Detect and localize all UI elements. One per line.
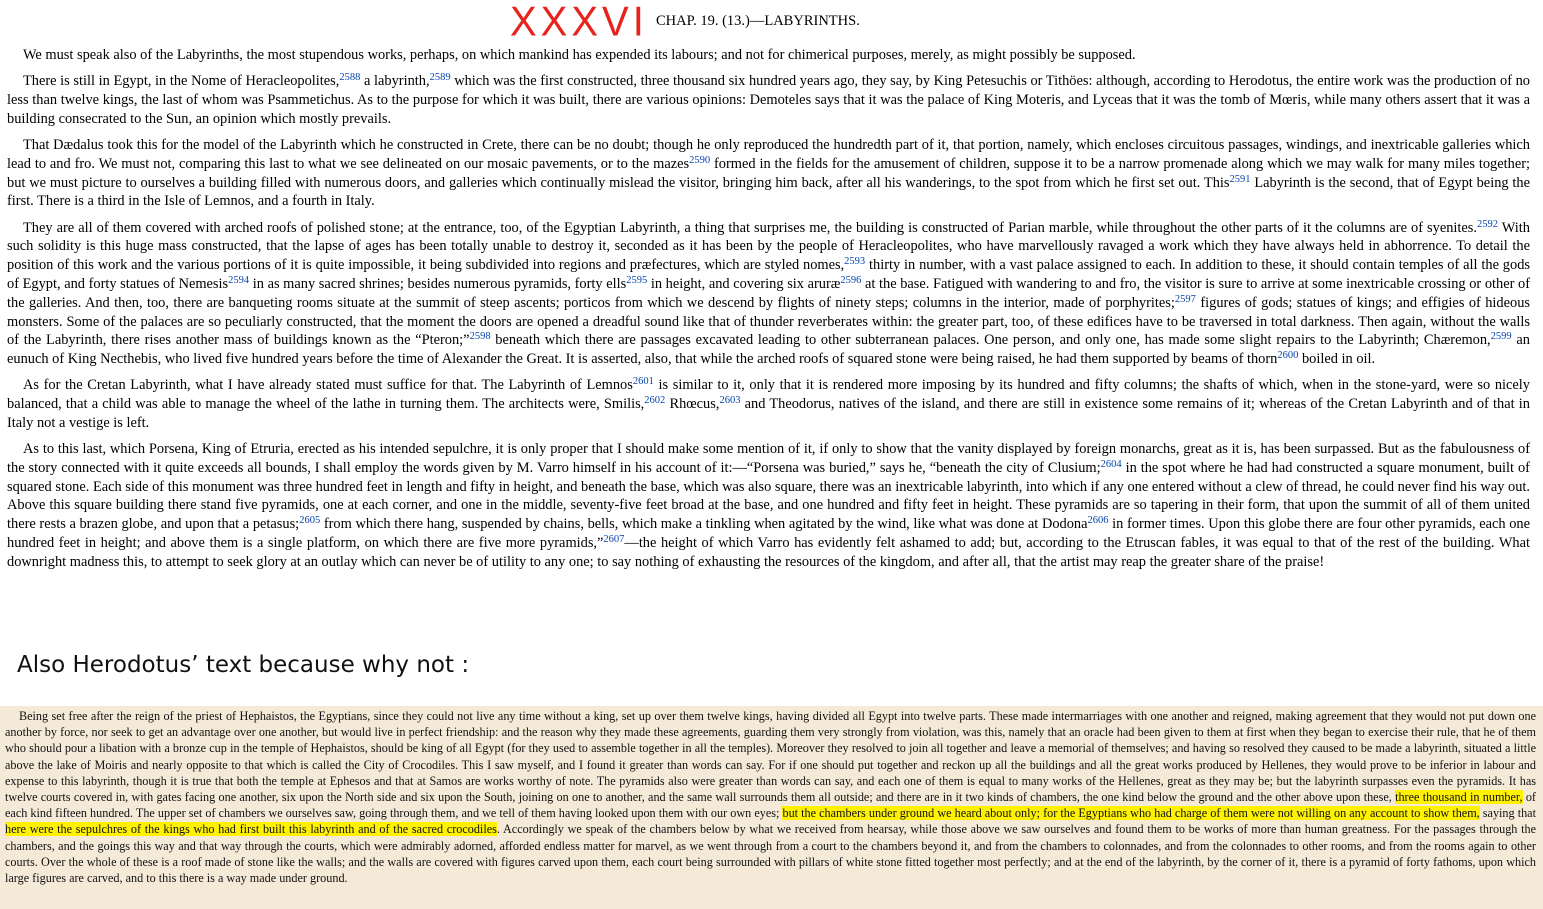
pliny-text-run: and Theodorus, natives of the island, and there are still in existence some remains of it; whereas of the Cretan Labyrinth and of that in Italy not a vestige is left. <box>7 396 1530 431</box>
pliny-text-run: in former times. Upon this globe there are four other pyramids, each one hundred feet in height; and above them is a single platform, on which there are five more pyramids,” <box>7 516 1530 552</box>
pliny-text-run: boiled in oil. <box>1298 351 1376 368</box>
pliny-text-run: We must speak also of the Labyrinths, the most stupendous works, perhaps, on which mankind has expended its labours; and not for chimerical purposes, merely, as might possibly be supposed. <box>23 47 1136 63</box>
footnote-reference-link[interactable]: 2588 <box>339 72 361 84</box>
pliny-text-run: Rhœcus, <box>665 396 720 413</box>
pliny-paragraph <box>7 219 1530 369</box>
footnote-reference-link[interactable]: 2595 <box>626 274 648 286</box>
pliny-text-run: There is still in Egypt, in the Nome of Heracleopolites, <box>23 73 340 90</box>
footnote-reference-link[interactable]: 2590 <box>689 154 711 166</box>
footnote-reference-link[interactable]: 2605 <box>299 515 321 527</box>
pliny-text-run: a labyrinth, <box>360 73 430 90</box>
pliny-text-run: which was the first constructed, three thousand six hundred years ago, they say, by King Petesuchis or Tithöes: although, according to Herodotus, the entire work was the production of no less than twelve kings, the last of whom was Psammetichus. As to the purpose for which it was built, there are various opinions: Demoteles says that it was the palace of King Moteris, and Lyceas that it was the tomb of Mœris, while many others assert that it was a building consecrated to the Sun, an opinion which mostly prevails. <box>7 73 1531 127</box>
footnote-reference-link[interactable]: 2589 <box>429 72 451 84</box>
footnote-reference-link[interactable]: 2594 <box>228 274 250 286</box>
pliny-text-run: Labyrinth is the second, that of Egypt being the first. There is a third in the Isle of Lemnos, and a fourth in Italy. <box>7 174 1531 210</box>
pliny-text-run: from which there hang, suspended by chains, bells, which make a tinkling when agitated by the wind, like what was done at Dodona <box>320 516 1088 533</box>
highlighted-passage: but the chambers under ground we heard about only; for the Egyptians who had charge of them were not willing on any account to show them, <box>782 806 1480 821</box>
pliny-paragraph <box>7 440 1530 572</box>
footnote-reference-link[interactable]: 2591 <box>1229 173 1251 185</box>
chapter-header <box>0 0 1543 46</box>
pliny-text-run: That Dædalus took this for the model of the Labyrinth which he constructed in Crete, there can be no doubt; though he only reproduced the hundredth part of it, that portion, namely, which encloses circuitous passages, windings, and inextricable galleries which lead to and fro. We must not, comparing this last to what we see delineated on our mosaic pavements, or to the mazes <box>7 136 1530 172</box>
herodotus-text-run: saying that <box>1479 806 1536 821</box>
pliny-text-run: formed in the fields for the amusement of children, suppose it to be a narrow promenade along which we may walk for many miles together; but we must picture to ourselves a building filled with numerous doors, and galleries which continually mislead the visitor, bringing him back, after all his wanderings, to the spot from which he first set out. This <box>7 155 1530 191</box>
footnote-reference-link[interactable]: 2606 <box>1087 515 1109 527</box>
handwritten-roman-numeral-annotation: XXXVI <box>510 0 648 46</box>
pliny-text-run: —the height of which Varro has evidently felt ashamed to add; but, according to the Etruscan fables, it was equal to that of the rest of the building. What downright madness this, to attempt to seek glory at an outlay which can never be of utility to any one; to say nothing of exhausting the resources of the kingdom, and after all, that the artist may reap the greater share of the praise! <box>7 535 1530 570</box>
herodotus-text-run: Being set free after the reign of the priest of Hephaistos, the Egyptians, since they could not live any time without a king, set up over them twelve kings, having divided all Egypt into twelve parts. These made intermarriages with one another and reigned, making agreement that they would not put down one another by force, nor seek to get an advantage over one another, but would live in perfect friendship: and the reason why they made these agreements, guarding them very strongly from violation, was this, namely that an oracle had been given to them at first when they began to exercise their rule, that he of them who should pour a libation with a bronze cup in the temple of Hephaistos, should be king of all Egypt (for they used to assemble together in all the temples). Moreover they resolved to join all together and leave a memorial of themselves; and having so resolved they caused to be made a labyrinth, situated a little above the lake of Moiris and nearly opposite to that which is called the City of Crocodiles. This I saw myself, and I found it greater than words can say. For if one should put together and reckon up all the buildings and all the great works produced by Hellenes, they would prove to be inferior in labour and expense to this labyrinth, though it is true that both the temple at Ephesos and that at Samos are works worthy of note. The pyramids also were greater than words can say, and each one of them is equal to many works of the Hellenes, great as they may be; but the labyrinth surpasses even the pyramids. It has twelve courts covered in, with gates facing one another, six upon the North side and six upon the South, joining on one to another, and the same wall surrounds them all outside; and there are in it two kinds of chambers, the one kind below the ground and the other above upon these, <box>5 709 1536 805</box>
pliny-text-run: beneath which there are passages excavated leading to other subterranean palaces. One person, and only one, has made some slight repairs to the Labyrinth; Chæremon, <box>490 332 1491 349</box>
footnote-reference-link[interactable]: 2602 <box>644 395 666 407</box>
herodotus-text-run: of each kind fifteen hundred. The upper set of chambers we ourselves saw, going through them, and we tell of them having looked upon them with our own eyes; <box>5 790 1536 821</box>
footnote-reference-link[interactable]: 2603 <box>719 395 741 407</box>
footnote-reference-link[interactable]: 2601 <box>632 376 654 388</box>
pliny-text-run: at the base. Fatigued with wandering to and fro, the visitor is sure to arrive at some inextricable crossing or other of the galleries. And then, too, there are banqueting rooms situate at the summit of steep ascents; porticos from which we descend by flights of ninety steps; columns in the interior, made of porphyrites; <box>7 275 1530 311</box>
pliny-text-run: They are all of them covered with arched roofs of polished stone; at the entrance, too, of the Egyptian Labyrinth, a thing that surprises me, the building is constructed of Parian marble, while throughout the other parts of it the columns are of syenites. <box>23 219 1477 236</box>
pliny-text-run: in height, and covering six aruræ <box>647 275 841 292</box>
footnote-reference-link[interactable]: 2592 <box>1477 218 1498 230</box>
footnote-reference-link[interactable]: 2593 <box>844 256 866 268</box>
herodotus-intro-heading: Also Herodotus’ text because why not : <box>17 652 470 678</box>
pliny-text-run: is similar to it, only that it is rendered more imposing by its hundred and fifty columns; the shafts of which, when in the stone-yard, were so nicely balanced, that a child was able to manage the wheel of the lathe in turning them. The architects were, Smilis, <box>7 377 1530 413</box>
herodotus-quote-block <box>0 706 1543 909</box>
footnote-reference-link[interactable]: 2599 <box>1490 331 1512 343</box>
pliny-text-run: With such solidity is this huge mass constructed, that the lapse of ages has been totally unable to destroy it, seconded as it has been by the people of Heracleopolites, who have marvellously ravaged a work which they have always held in abhorrence. To detail the position of this work and the various portions of it is quite impossible, it being subdivided into regions and præfectures, which are styled nomes, <box>7 219 1530 274</box>
pliny-paragraph <box>7 72 1530 128</box>
footnote-reference-link[interactable]: 2607 <box>603 534 625 546</box>
footnote-reference-link[interactable]: 2600 <box>1277 350 1299 362</box>
pliny-text-body <box>7 46 1530 579</box>
pliny-text-run: thirty in number, with a vast palace assigned to each. In addition to these, it should contain temples of all the gods of Egypt, and forty statues of Nemesis <box>7 257 1530 292</box>
pliny-text-run: in as many sacred shrines; besides numerous pyramids, forty ells <box>249 275 627 292</box>
herodotus-paragraph <box>0 706 1543 886</box>
footnote-reference-link[interactable]: 2597 <box>1174 293 1196 305</box>
pliny-text-run: figures of gods; statues of kings; and effigies of hideous monsters. Some of the palaces are so peculiarly constructed, that the moment the doors are opened a dreadful sound like that of thunder reverberates within: the greater part, too, of these edifices have to be traversed in total darkness. Then again, without the walls of the Labyrinth, there rises another mass of buildings known as the “Pteron;” <box>7 294 1531 349</box>
pliny-paragraph <box>7 376 1530 432</box>
highlighted-passage: here were the sepulchres of the kings who had first built this labyrinth and of the sacred crocodiles <box>5 822 497 837</box>
herodotus-text-run: . Accordingly we speak of the chambers below by what we received from hearsay, while those above we saw ourselves and found them to be works of more than human greatness. For the passages through the chambers, and the goings this way and that way through the courts, which were admirably adorned, afforded endless matter for marvel, as we went through from a court to the chambers beyond it, and from the chambers to colonnades, and from the colonnades to other rooms, and from the rooms again to other courts. Over the whole of these is a roof made of stone like the walls; and the walls are covered with figures carved upon them, each court being surrounded with pillars of white stone fitted together most perfectly; and at the end of the labyrinth, by the corner of it, there is a pyramid of forty fathoms, upon which large figures are carved, and to this there is a way made under ground. <box>5 822 1537 886</box>
pliny-text-run: As to this last, which Porsena, King of Etruria, erected as his intended sepulchre, it is only proper that I should make some mention of it, if only to show that the vanity displayed by foreign monarchs, great as it is, has been surpassed. But as the fabulousness of the story connected with it quite exceeds all bounds, I shall employ the words given by M. Varro himself in his account of it:—“Porsena was buried,” says he, “beneath the city of Clusium; <box>7 441 1530 476</box>
chapter-title: CHAP. 19. (13.)—LABYRINTHS. <box>656 13 860 29</box>
pliny-paragraph <box>7 46 1530 65</box>
footnote-reference-link[interactable]: 2596 <box>840 274 862 286</box>
pliny-text-run: As for the Cretan Labyrinth, what I have already stated must suffice for that. The Labyrinth of Lemnos <box>23 377 633 394</box>
pliny-text-run: in the spot where he had had constructed a square monument, built of squared stone. Each side of this monument was three hundred feet in length and fifty in height, and beneath the base, which was also square, there was an inextricable labyrinth, into which if any one entered without a clew of thread, he could never find his way out. Above this square building there stand five pyramids, one at each corner, and one in the middle, seventy-five feet broad at the base, and one hundred and fifty feet in height. These pyramids are so tapering in their form, that upon the summit of all of them united there rests a brazen globe, and upon that a petasus; <box>7 459 1530 533</box>
footnote-reference-link[interactable]: 2598 <box>469 331 491 343</box>
highlighted-passage: three thousand in number, <box>1395 790 1523 805</box>
footnote-reference-link[interactable]: 2604 <box>1100 458 1122 470</box>
pliny-text-run: an eunuch of King Necthebis, who lived five hundred years before the time of Alexander the Great. It is asserted, also, that while the arched roofs of squared stone were being raised, he had them supported by beams of thorn <box>7 332 1530 368</box>
pliny-paragraph <box>7 136 1530 211</box>
